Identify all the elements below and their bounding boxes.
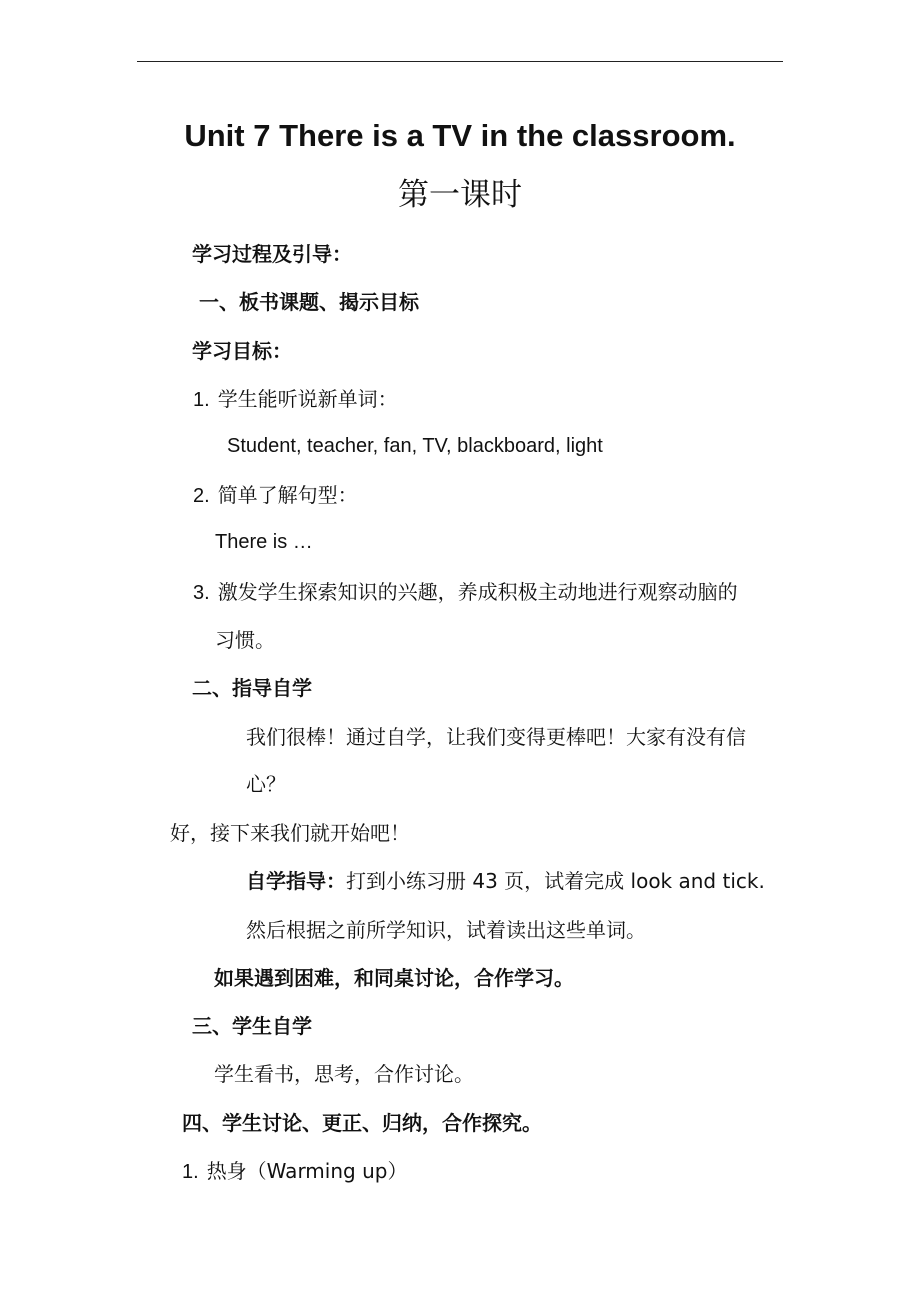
- start-line: 好，接下来我们就开始吧！: [170, 821, 410, 845]
- goal-text: 简单了解句型：: [217, 483, 358, 507]
- unit-title: Unit 7 There is a TV in the classroom.: [184, 118, 736, 153]
- goal-item: [193, 579, 738, 606]
- goal-text: 激发学生探索知识的兴趣，养成积极主动地进行观察动脑的: [217, 580, 738, 604]
- goal-item: [193, 482, 358, 509]
- section1-heading: 一、板书课题、揭示目标: [199, 290, 419, 314]
- encouragement-line1: 我们很棒！通过自学，让我们变得更棒吧！大家有没有信: [246, 725, 746, 749]
- process-heading: 学习过程及引导：: [192, 242, 352, 266]
- guide-label: 自学指导：: [246, 869, 346, 893]
- self-study-guide: [246, 868, 765, 894]
- encouragement-line2: 心？: [246, 772, 286, 796]
- goal-number: 1.: [193, 389, 210, 411]
- section3-text: 学生看书，思考，合作讨论。: [214, 1062, 474, 1086]
- goal-number: 3.: [193, 582, 210, 604]
- goals-heading: 学习目标：: [192, 339, 292, 363]
- warmup-item: [182, 1158, 407, 1185]
- guide-line2: 然后根据之前所学知识，试着读出这些单词。: [246, 918, 646, 942]
- header-rule: [137, 61, 783, 62]
- guide-text: 打到小练习册 43 页，试着完成 look and tick.: [346, 869, 765, 893]
- goal-number: 2.: [193, 485, 210, 507]
- vocab-list: Student, teacher, fan, TV, blackboard, light: [227, 435, 603, 457]
- section4-heading: 四、学生讨论、更正、归纳，合作探究。: [182, 1111, 542, 1135]
- item-text: 热身（Warming up）: [206, 1159, 408, 1183]
- section3-heading: 三、学生自学: [192, 1014, 312, 1038]
- sentence-pattern: There is …: [215, 531, 313, 553]
- lesson-subtitle: 第一课时: [398, 177, 522, 213]
- section2-heading: 二、指导自学: [192, 676, 312, 700]
- cooperation-note: 如果遇到困难，和同桌讨论，合作学习。: [214, 966, 574, 990]
- goal3-continuation: 习惯。: [215, 628, 275, 652]
- item-number: 1.: [182, 1161, 199, 1183]
- goal-item: [193, 386, 398, 413]
- goal-text: 学生能听说新单词：: [217, 387, 398, 411]
